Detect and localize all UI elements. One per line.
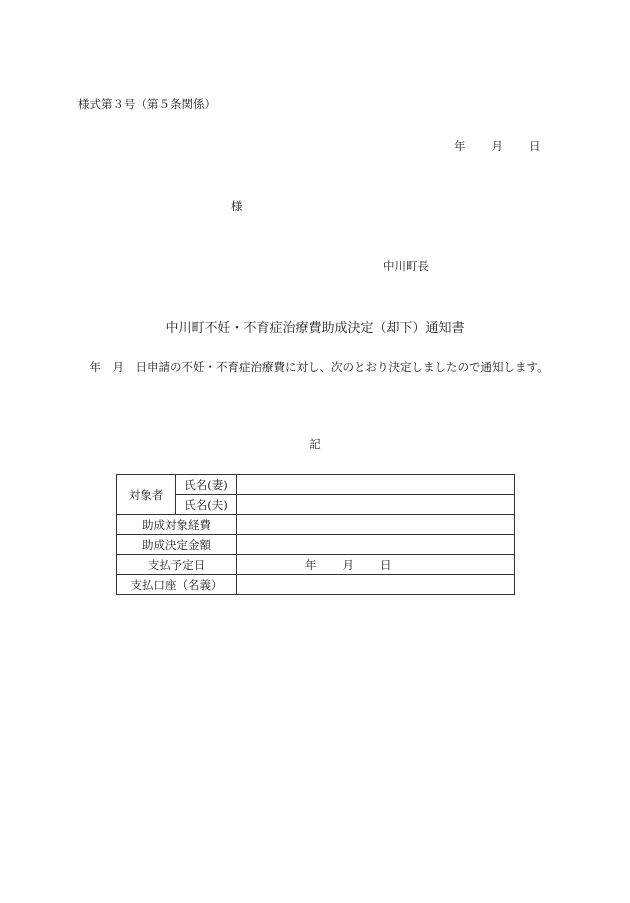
expense-label: 助成対象経費 <box>117 515 237 535</box>
husband-name-value <box>237 495 515 515</box>
form-number: 様式第３号（第５条関係） <box>78 97 216 111</box>
payment-date-label: 支払予定日 <box>117 555 237 575</box>
wife-name-label: 氏名(妻) <box>176 475 237 495</box>
issue-date-month: 月 <box>491 139 503 153</box>
table-row <box>117 575 515 595</box>
body-text: 年 月 日申請の不妊・不育症治療費に対し、次のとおり決定しましたので通知します。 <box>89 360 549 374</box>
addressee-suffix: 様 <box>231 199 243 213</box>
sender-name: 中川町長 <box>383 259 429 273</box>
payment-date-day: 日 <box>380 557 392 572</box>
husband-name-label: 氏名(夫) <box>176 495 237 515</box>
amount-value <box>237 535 515 555</box>
account-value <box>237 575 515 595</box>
issue-date <box>454 138 541 154</box>
table-row <box>117 555 515 575</box>
table-row <box>117 535 515 555</box>
account-label: 支払口座（名義） <box>117 575 237 595</box>
details-table <box>116 474 515 595</box>
payment-date-value <box>237 555 515 575</box>
issue-date-day: 日 <box>529 139 541 153</box>
amount-label: 助成決定金額 <box>117 535 237 555</box>
payment-date-month: 月 <box>342 557 354 572</box>
issue-date-year: 年 <box>454 139 466 153</box>
table-row <box>117 495 515 515</box>
subject-label: 対象者 <box>117 475 176 515</box>
document-title: 中川町不妊・不育症治療費助成決定（却下）通知書 <box>165 321 465 336</box>
ki-heading: 記 <box>309 437 321 451</box>
table-row <box>117 475 515 495</box>
expense-value <box>237 515 515 535</box>
table-row <box>117 515 515 535</box>
payment-date-year: 年 <box>305 557 317 572</box>
wife-name-value <box>237 475 515 495</box>
